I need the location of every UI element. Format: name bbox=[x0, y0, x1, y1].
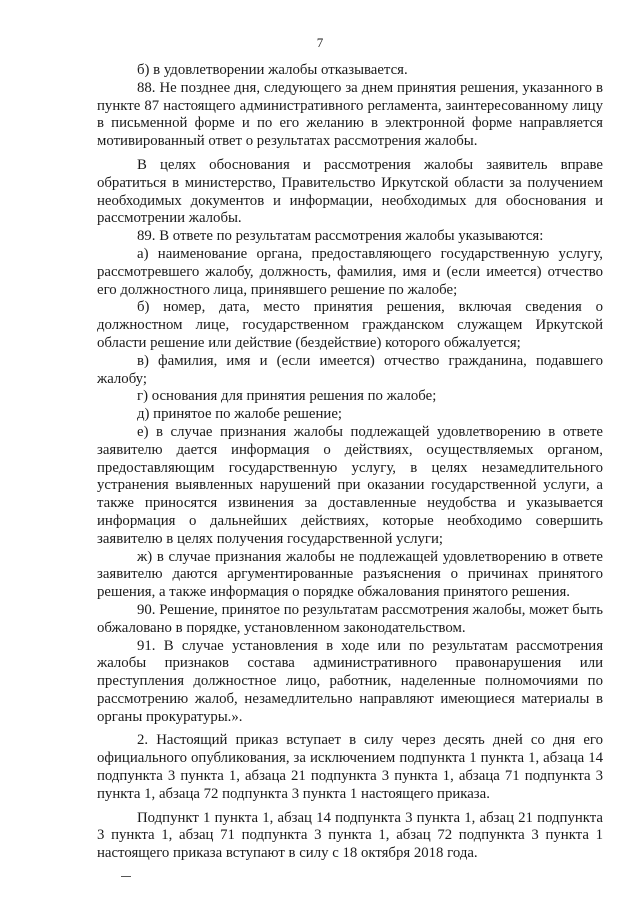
paragraph-91: 91. В случае установления в ходе или по результатам рассмотрения жалобы признаков состава административного правонарушения или преступления должностное лицо, работник, наделенные полномочиями по рассмотрению жалоб, незамедлительно направляют имеющиеся материалы в органы прокуратуры.». bbox=[97, 637, 603, 725]
list-item-b: б) номер, дата, место принятия решения, включая сведения о должностном лице, государственном гражданском служащем Иркутской области решение или действие (бездействие) которого обжалуется; bbox=[97, 299, 603, 351]
paragraph-89: 89. В ответе по результатам рассмотрения жалобы указываются: bbox=[137, 228, 544, 245]
list-item-zh: ж) в случае признания жалобы не подлежащей удовлетворению в ответе заявителю даются аргументированные разъяснения о причинах принятого решения, а также информация о порядке обжалования принятого решения. bbox=[97, 548, 603, 601]
list-item-g: г) основания для принятия решения по жалобе; bbox=[137, 388, 437, 405]
list-item-e: е) в случае признания жалобы подлежащей удовлетворению в ответе заявителю дается информация о действиях, осуществляемых органом, предоставляющим государственную услугу, в целях незамедлительного устранения выявленных нарушений при оказании государственной услуги, а также приносятся извинения за доставленные неудобства и указывается информация о дальнейших действиях, которые необходимо совершить заявителю в целях получения государственной услуги; bbox=[97, 423, 603, 547]
paragraph-88: 88. Не позднее дня, следующего за днем принятия решения, указанного в пункте 87 настоящего административного регламента, заинтересованному лицу в письменной форме и по его желанию в электронной форме направляется мотивированный ответ о результатах рассмотрения жалобы. bbox=[97, 79, 603, 150]
paragraph-documents-request: В целях обоснования и рассмотрения жалобы заявитель вправе обратиться в министерство, Правительство Иркутской области за получением необходимых документов и информации, необходимых для обоснования и рассмотрении жалобы. bbox=[97, 156, 603, 227]
paragraph-b-refusal: б) в удовлетворении жалобы отказывается. bbox=[137, 62, 408, 78]
paragraph-order-effective: 2. Настоящий приказ вступает в силу через десять дней со дня его официального опубликования, за исключением подпункта 1 пункта 1, абзаца 14 подпункта 3 пункта 1, абзаца 21 подпункта 3 пункта 1, абзаца 71 подпункта 3 пункта 1, абзаца 72 подпункта 3 пункта 1 настоящего приказа. bbox=[97, 732, 603, 802]
list-item-v: в) фамилия, имя и (если имеется) отчество гражданина, подавшего жалобу; bbox=[97, 352, 603, 387]
document-body bbox=[97, 62, 603, 863]
paragraph-90: 90. Решение, принятое по результатам рассмотрения жалобы, может быть обжаловано в порядке, установленном законодательством. bbox=[97, 601, 603, 636]
list-item-d: д) принятое по жалобе решение; bbox=[137, 406, 342, 423]
paragraph-exceptions-effective: Подпункт 1 пункта 1, абзац 14 подпункта 3 пункта 1, абзац 21 подпункта 3 пункта 1, абзац 71 подпункта 3 пункта 1, абзац 72 подпункта 3 пункта 1 настоящего приказа вступают в силу с 18 октября 2018 года. bbox=[97, 809, 603, 862]
list-item-a: а) наименование органа, предоставляющего государственную услугу, рассмотревшего жалобу, должность, фамилия, имя и (если имеется) отчество его должностного лица, принявшего решение по жалобе; bbox=[97, 245, 603, 298]
page-number: 7 bbox=[316, 35, 324, 50]
scan-mark bbox=[121, 876, 131, 877]
